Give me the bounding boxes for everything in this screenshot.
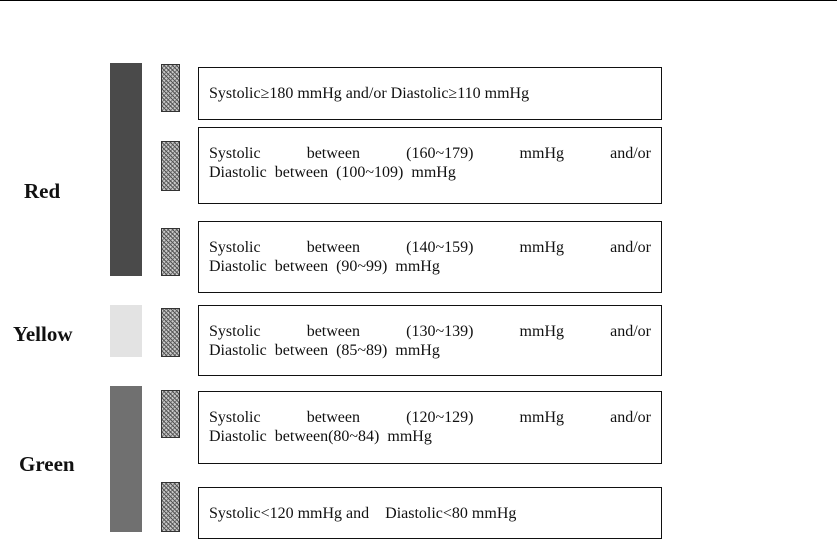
criterion-marker-4 <box>161 308 180 357</box>
green-zone-bar <box>110 386 142 532</box>
criterion-4-line-2: Diastolic between (85~89) mmHg <box>209 342 440 359</box>
criterion-1-line-1: Systolic≥180 mmHg and/or Diastolic≥110 mmHg <box>209 85 530 102</box>
criterion-marker-2 <box>161 141 180 191</box>
criterion-4-line-1: Systolic between (130~139) mmHg and/or <box>209 323 651 340</box>
criterion-box-6 <box>198 487 662 539</box>
criterion-2-line-2: Diastolic between (100~109) mmHg <box>209 164 456 181</box>
criterion-marker-5 <box>161 390 180 438</box>
criterion-6-line-1: Systolic<120 mmHg and Diastolic<80 mmHg <box>209 504 517 522</box>
criterion-3-line-1: Systolic between (140~159) mmHg and/or <box>209 239 651 256</box>
criterion-marker-1 <box>161 64 180 112</box>
criterion-marker-6 <box>161 482 180 532</box>
top-rule <box>0 0 837 1</box>
red-zone-bar <box>110 63 142 276</box>
yellow-zone-label: Yellow <box>13 322 73 346</box>
criterion-2-line-1: Systolic between (160~179) mmHg and/or <box>209 145 651 162</box>
criterion-box-3 <box>198 221 662 293</box>
criterion-3-line-2: Diastolic between (90~99) mmHg <box>209 258 440 275</box>
criterion-box-2 <box>198 127 662 204</box>
criterion-box-4 <box>198 305 662 376</box>
criterion-marker-3 <box>161 228 180 276</box>
criterion-box-5 <box>198 391 662 464</box>
yellow-zone-bar <box>110 305 142 357</box>
criterion-5-line-1: Systolic between (120~129) mmHg and/or <box>209 409 651 426</box>
green-zone-label: Green <box>19 452 75 476</box>
criterion-box-1 <box>198 67 662 120</box>
criterion-5-line-2: Diastolic between(80~84) mmHg <box>209 428 432 445</box>
red-zone-label: Red <box>24 179 61 203</box>
